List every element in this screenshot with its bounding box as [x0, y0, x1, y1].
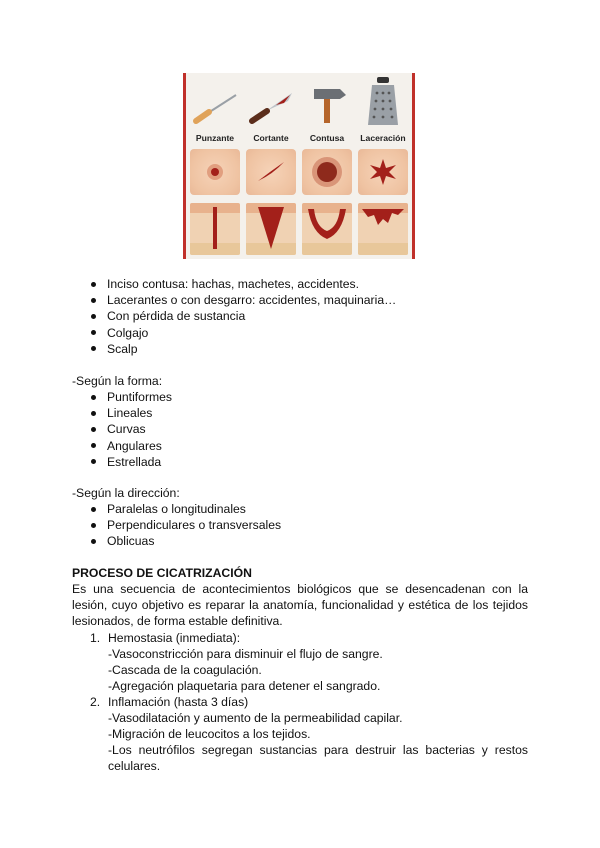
shape-list — [90, 389, 172, 470]
step-detail: -Cascada de la coagulación. — [108, 663, 262, 677]
direction-list — [90, 501, 281, 550]
wound-column-punzante — [188, 73, 242, 259]
section-title-direccion: -Según la dirección: — [72, 486, 180, 500]
cross-section-cortante — [246, 203, 296, 255]
awl-icon — [190, 75, 240, 127]
cross-section-punzante — [190, 203, 240, 255]
list-item: Colgajo — [90, 325, 396, 341]
section-title-forma: -Según la forma: — [72, 374, 163, 388]
knife-icon — [246, 75, 296, 127]
step-number: 2. — [90, 695, 101, 709]
wound-column-cortante — [244, 73, 298, 259]
hammer-icon — [302, 75, 352, 127]
step-detail: -Migración de leucocitos a los tejidos. — [108, 727, 311, 741]
paragraph-line: Es una secuencia de acontecimientos biológicos que se desencadenan con la — [72, 582, 528, 596]
wound-types-illustration — [183, 73, 415, 259]
cross-section-contusa — [302, 203, 352, 255]
wound-types-list — [90, 276, 396, 357]
list-item: Puntiformes — [90, 389, 172, 405]
list-item: Perpendiculares o transversales — [90, 517, 281, 533]
list-item: Curvas — [90, 421, 172, 437]
step-detail: -Agregación plaquetaria para detener el sangrado. — [108, 679, 381, 693]
list-item: Estrellada — [90, 454, 172, 470]
step-title-hemostasia: Hemostasia (inmediata): — [108, 631, 241, 645]
step-detail: celulares. — [108, 759, 161, 773]
list-item: Lacerantes o con desgarro: accidentes, maquinaria… — [90, 292, 396, 308]
skin-contusa — [302, 149, 352, 195]
list-item: Lineales — [90, 405, 172, 421]
step-title-inflamacion: Inflamación (hasta 3 días) — [108, 695, 249, 709]
list-item: Inciso contusa: hachas, machetes, accidentes. — [90, 276, 396, 292]
cross-section-laceracion — [358, 203, 408, 255]
figure-border-right — [412, 73, 415, 259]
skin-cortante — [246, 149, 296, 195]
list-item: Paralelas o longitudinales — [90, 501, 281, 517]
step-detail: -Vasodilatación y aumento de la permeabilidad capilar. — [108, 711, 403, 725]
label-contusa: Contusa — [309, 133, 345, 143]
skin-punzante — [190, 149, 240, 195]
intro-paragraph — [72, 581, 528, 630]
skin-laceracion — [358, 149, 408, 195]
label-laceracion: Laceración — [360, 133, 406, 143]
section-heading-cicatrizacion: PROCESO DE CICATRIZACIÓN — [72, 566, 252, 580]
label-cortante: Cortante — [253, 133, 289, 143]
step-detail: -Los neutrófilos segregan sustancias para destruir las bacterias y restos — [108, 743, 528, 757]
label-punzante: Punzante — [195, 133, 235, 143]
wound-column-contusa — [300, 73, 354, 259]
grater-icon — [358, 75, 408, 127]
step-number: 1. — [90, 631, 101, 645]
paragraph-line: lesión, cuyo objetivo es reparar la anatomía, funcionalidad y estética de los tejidos — [72, 598, 528, 613]
list-item: Oblicuas — [90, 533, 281, 549]
list-item: Angulares — [90, 438, 172, 454]
list-item: Scalp — [90, 341, 396, 357]
step-detail: -Vasoconstricción para disminuir el flujo de sangre. — [108, 647, 383, 661]
wound-column-laceracion — [356, 73, 410, 259]
figure-border-left — [183, 73, 186, 259]
paragraph-line: lesionados, de forma estable definitiva. — [72, 614, 283, 629]
list-item: Con pérdida de sustancia — [90, 308, 396, 324]
